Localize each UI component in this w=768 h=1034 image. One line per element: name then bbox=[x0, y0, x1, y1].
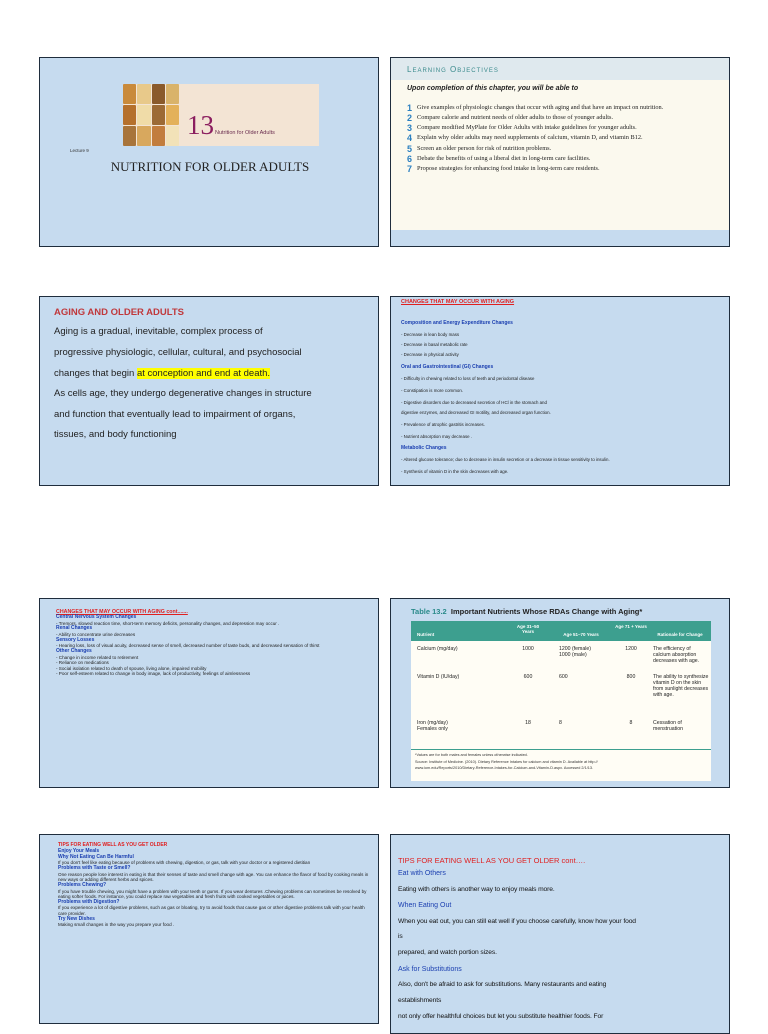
paragraph-line: and function that eventually lead to impairment of organs, bbox=[54, 409, 296, 420]
paragraph-line: Aging is a gradual, inevitable, complex process of bbox=[54, 326, 263, 337]
objective-text: Give examples of physiologic changes that occur with aging and that have an impact on nutrition. bbox=[417, 104, 664, 111]
table-divider bbox=[411, 749, 711, 750]
slide-tips-eating-well-cont bbox=[390, 834, 730, 1034]
paragraph-line: establishments bbox=[398, 997, 442, 1004]
section-text: If you experience a lot of digestive problems, such as gas or bloating, try to avoid foods that cause gas or other digestive problems talk with your health care provider. bbox=[58, 905, 365, 917]
food-photo-tile bbox=[152, 84, 165, 104]
nutrient-cell: Calcium (mg/day) bbox=[417, 646, 458, 652]
objective-item bbox=[407, 155, 719, 164]
table-source-url: www.iom.edu/Reports/2010/Dietary-Reference-Intakes-for-Calcium-and-Vitamin-D.aspx. Accessed 2/1/13. bbox=[415, 766, 594, 770]
section-title: Composition and Energy Expenditure Changes bbox=[401, 320, 513, 326]
section-text: One reason people lose interest in eating is that their senses of taste and smell change with age. You can enhance the flavor of food by cooking meals in new ways or adding different herbs and spices. bbox=[58, 871, 369, 883]
food-photo-tile bbox=[166, 126, 179, 146]
list-item: - Change in income related to retirement bbox=[56, 654, 139, 660]
slide-nutrient-table bbox=[390, 598, 730, 788]
rda-value-cell: 600 bbox=[559, 674, 568, 680]
paragraph-line: tissues, and body functioning bbox=[54, 429, 177, 440]
food-photo-tile bbox=[166, 84, 179, 104]
objective-number: 4 bbox=[407, 133, 413, 144]
list-item: - Tremors, slowed reaction time, short-term memory deficits, personality changes, and depression may occur . bbox=[56, 620, 280, 626]
section-text: If you have trouble chewing, you might have a problem with your teeth or gums. If you wear dentures .Chewing problems can sometimes be resolved by eating softer foods. For instance, you could replace raw vegetables and fresh fruits with cooked vegetables or juices. bbox=[58, 888, 367, 900]
list-item: - Prevalence of atrophic gastritis increases. bbox=[401, 422, 485, 427]
paragraph-line bbox=[54, 368, 270, 379]
objective-number: 6 bbox=[407, 153, 413, 164]
paragraph-line: not only offer healthful choices but let you substitute healthier foods. For bbox=[398, 1013, 604, 1020]
food-photo-tile bbox=[152, 105, 165, 125]
objectives-header bbox=[391, 58, 729, 80]
rationale-cell: Cessation of menstruation bbox=[653, 720, 683, 732]
list-item: - Decrease in lean body mass bbox=[401, 332, 460, 337]
food-photo-tile bbox=[137, 126, 150, 146]
column-header: Rationale for Change bbox=[657, 632, 703, 637]
objective-text: Screen an older person for risk of nutrition problems. bbox=[417, 144, 552, 152]
food-photo-tile bbox=[152, 126, 165, 146]
table-footnote: *Values are for both males and females unless otherwise indicated. bbox=[415, 753, 528, 757]
slide-heading: CHANGES THAT MAY OCCUR WITH AGING cont....... bbox=[56, 609, 188, 615]
food-photo-tile bbox=[123, 126, 136, 146]
paragraph-line: Eating with others is another way to enjoy meals more. bbox=[398, 886, 555, 893]
slide-heading: CHANGES THAT MAY OCCUR WITH AGING bbox=[401, 299, 515, 305]
food-photo-tile bbox=[123, 84, 136, 104]
section-title: Enjoy Your Meals bbox=[58, 847, 100, 854]
nutrient-cell: Iron (mg/day) Females only bbox=[417, 720, 448, 732]
paragraph-text: changes that begin bbox=[54, 368, 137, 379]
slide-tips-eating-well bbox=[39, 834, 379, 1024]
section-text: If you don't feel like eating because of problems with chewing, digestion, or gas, talk with your doctor or a registered dietitian bbox=[58, 860, 311, 866]
column-header: Age 51–70 Years bbox=[563, 632, 599, 637]
highlighted-text: at conception and end at death. bbox=[136, 368, 271, 379]
rda-value-cell: 1000 bbox=[522, 646, 534, 652]
lecture-label: Lecture 9 bbox=[70, 148, 89, 153]
slide-learning-objectives bbox=[390, 57, 730, 247]
section-text: Making small changes in the way you prepare your food . bbox=[58, 922, 175, 928]
column-header: Age 31–50 Years bbox=[516, 624, 540, 634]
objective-number: 2 bbox=[407, 113, 413, 124]
list-item: - Synthesis of vitamin D in the skin decreases with age. bbox=[401, 469, 509, 474]
objective-text: Explain why older adults may need supplements of calcium, vitamin D, and vitamin B12. bbox=[417, 134, 643, 142]
slide-heading: TIPS FOR EATING WELL AS YOU GET OLDER cont…. bbox=[398, 856, 586, 865]
section-title: Problems with Taste or Smell? bbox=[58, 864, 131, 871]
objectives-title: Learning Objectives bbox=[407, 65, 499, 74]
rationale-cell: The efficiency of calcium absorption decreases with age. bbox=[653, 646, 700, 664]
list-item: - Decrease in physical activity bbox=[401, 352, 459, 357]
rda-value-cell: 1200 bbox=[625, 646, 637, 652]
section-title: Oral and Gastrointestinal (GI) Changes bbox=[401, 364, 494, 370]
section-title: Ask for Substitutions bbox=[398, 966, 462, 973]
rda-value-cell: 800 bbox=[626, 674, 636, 680]
slide-title bbox=[39, 57, 379, 247]
objectives-body bbox=[391, 80, 729, 230]
food-photo-tile bbox=[137, 84, 150, 104]
section-title: Problems Chewing? bbox=[58, 881, 107, 888]
table-caption: Important Nutrients Whose RDAs Change with Aging* bbox=[450, 607, 643, 616]
paragraph-line: As cells age, they undergo degenerative changes in structure bbox=[54, 388, 312, 399]
paragraph-line: prepared, and watch portion sizes. bbox=[398, 949, 497, 956]
slide-changes-aging-cont bbox=[39, 598, 379, 788]
food-photo-tile bbox=[123, 105, 136, 125]
table-header-row bbox=[411, 621, 711, 641]
list-item: - Difficulty in chewing related to loss of teeth and periodontal disease bbox=[401, 376, 535, 381]
rationale-cell: The ability to synthesize vitamin D on the skin from sunlight decreases with age. bbox=[653, 674, 709, 698]
paragraph-line: progressive physiologic, cellular, cultural, and psychosocial bbox=[54, 347, 302, 358]
rda-value-cell: 600 bbox=[523, 674, 533, 680]
list-item: digestive enzymes, and decreased GI motility, and decreased organ function. bbox=[401, 410, 551, 415]
rda-value-cell: 1200 (female) 1000 (male) bbox=[559, 646, 592, 658]
chapter-subtitle: Nutrition for Older Adults bbox=[215, 130, 275, 136]
food-photo-tile bbox=[166, 105, 179, 125]
section-title: Metabolic Changes bbox=[401, 445, 447, 451]
chapter-number: 13 bbox=[187, 110, 214, 140]
objectives-list bbox=[407, 104, 719, 175]
paragraph-line: When you eat out, you can still eat well if you choose carefully, know how your food bbox=[398, 918, 636, 925]
objective-number: 3 bbox=[407, 123, 413, 134]
list-item: - Digestive disorders due to decreased secretion of HCl in the stomach and bbox=[401, 400, 547, 405]
food-photo-tile bbox=[137, 105, 150, 125]
objective-item bbox=[407, 165, 719, 174]
objective-number: 5 bbox=[407, 143, 413, 154]
slide-title-text: NUTRITION FOR OLDER ADULTS bbox=[110, 159, 310, 174]
objective-item bbox=[407, 104, 719, 113]
slide-heading: AGING AND OLDER ADULTS bbox=[54, 307, 185, 318]
section-title: Central Nervous System Changes bbox=[56, 614, 137, 621]
objective-item bbox=[407, 124, 719, 133]
slide-changes-aging bbox=[390, 296, 730, 486]
nutrient-cell: Vitamin D (IU/day) bbox=[417, 674, 460, 680]
list-item: - Poor self-esteem related to change in body image, lack of productivity, feelings of aimlessness bbox=[56, 671, 251, 677]
objective-item bbox=[407, 114, 719, 123]
objective-number: 7 bbox=[407, 163, 413, 174]
list-item: - Constipation is more common. bbox=[401, 388, 463, 393]
section-title: Try New Dishes bbox=[58, 915, 95, 922]
objective-text: Propose strategies for enhancing food intake in long-term care residents. bbox=[417, 164, 600, 172]
section-title: Sensory Losses bbox=[56, 636, 95, 643]
table-number: Table 13.2 bbox=[411, 607, 447, 616]
objectives-intro: Upon completion of this chapter, you will be able to bbox=[407, 85, 579, 92]
section-title: Renal Changes bbox=[56, 625, 93, 632]
slide-heading: TIPS FOR EATING WELL AS YOU GET OLDER bbox=[58, 842, 168, 848]
slide-aging-older-adults bbox=[39, 296, 379, 486]
section-title: Other Changes bbox=[56, 647, 92, 654]
food-photo-grid bbox=[123, 84, 179, 146]
list-item: - Hearing loss, loss of visual acuity, decreased sense of smell, decreased number of taste buds, and decreased sensation of thirst bbox=[56, 643, 320, 649]
section-title: Eat with Others bbox=[398, 870, 446, 877]
rda-value-cell: 8 bbox=[559, 720, 562, 726]
section-title: Why Not Eating Can Be Harmful bbox=[58, 853, 134, 860]
objective-item bbox=[407, 145, 719, 154]
objective-text: Debate the benefits of using a liberal diet in long-term care facilities. bbox=[417, 154, 591, 162]
list-item: - Altered glucose tolerance; due to decrease in insulin secretion or a decrease in tissue sensitivity to insulin. bbox=[401, 457, 610, 462]
nutrient-table bbox=[411, 621, 711, 781]
list-item: - Decrease in basal metabolic rate bbox=[401, 342, 468, 347]
list-item: - Ability to concentrate urine decreases bbox=[56, 632, 136, 638]
paragraph-line: Also, don't be afraid to ask for substitutions. Many restaurants and eating bbox=[398, 981, 607, 988]
objective-text: Compare modified MyPlate for Older Adults with intake guidelines for younger adults. bbox=[417, 124, 637, 132]
list-item: - Nutrient absorption may decrease . bbox=[401, 434, 473, 439]
section-title: When Eating Out bbox=[398, 902, 452, 909]
objective-item bbox=[407, 134, 719, 143]
table-source: Source: Institute of Medicine. (2010). Dietary Reference Intakes for calcium and vitamin D. Available at http:// bbox=[415, 760, 598, 764]
rda-value-cell: 18 bbox=[525, 720, 531, 726]
column-header: Nutrient bbox=[417, 632, 435, 637]
slide-content bbox=[56, 609, 374, 677]
list-item: - Social isolation related to death of spouse, living alone, impaired mobility bbox=[56, 665, 207, 671]
rda-value-cell: 8 bbox=[629, 720, 633, 726]
objective-number: 1 bbox=[407, 103, 413, 113]
list-item: - Reliance on medications bbox=[56, 660, 109, 666]
paragraph-line: is bbox=[398, 933, 403, 940]
objective-text: Compare calorie and nutrient needs of older adults to those of younger adults. bbox=[417, 114, 614, 122]
column-header: Age 71 + Years bbox=[615, 624, 647, 629]
table-title bbox=[411, 607, 642, 616]
section-title: Problems with Digestion? bbox=[58, 898, 120, 905]
chapter-banner bbox=[123, 84, 319, 146]
slide-content bbox=[58, 843, 370, 928]
